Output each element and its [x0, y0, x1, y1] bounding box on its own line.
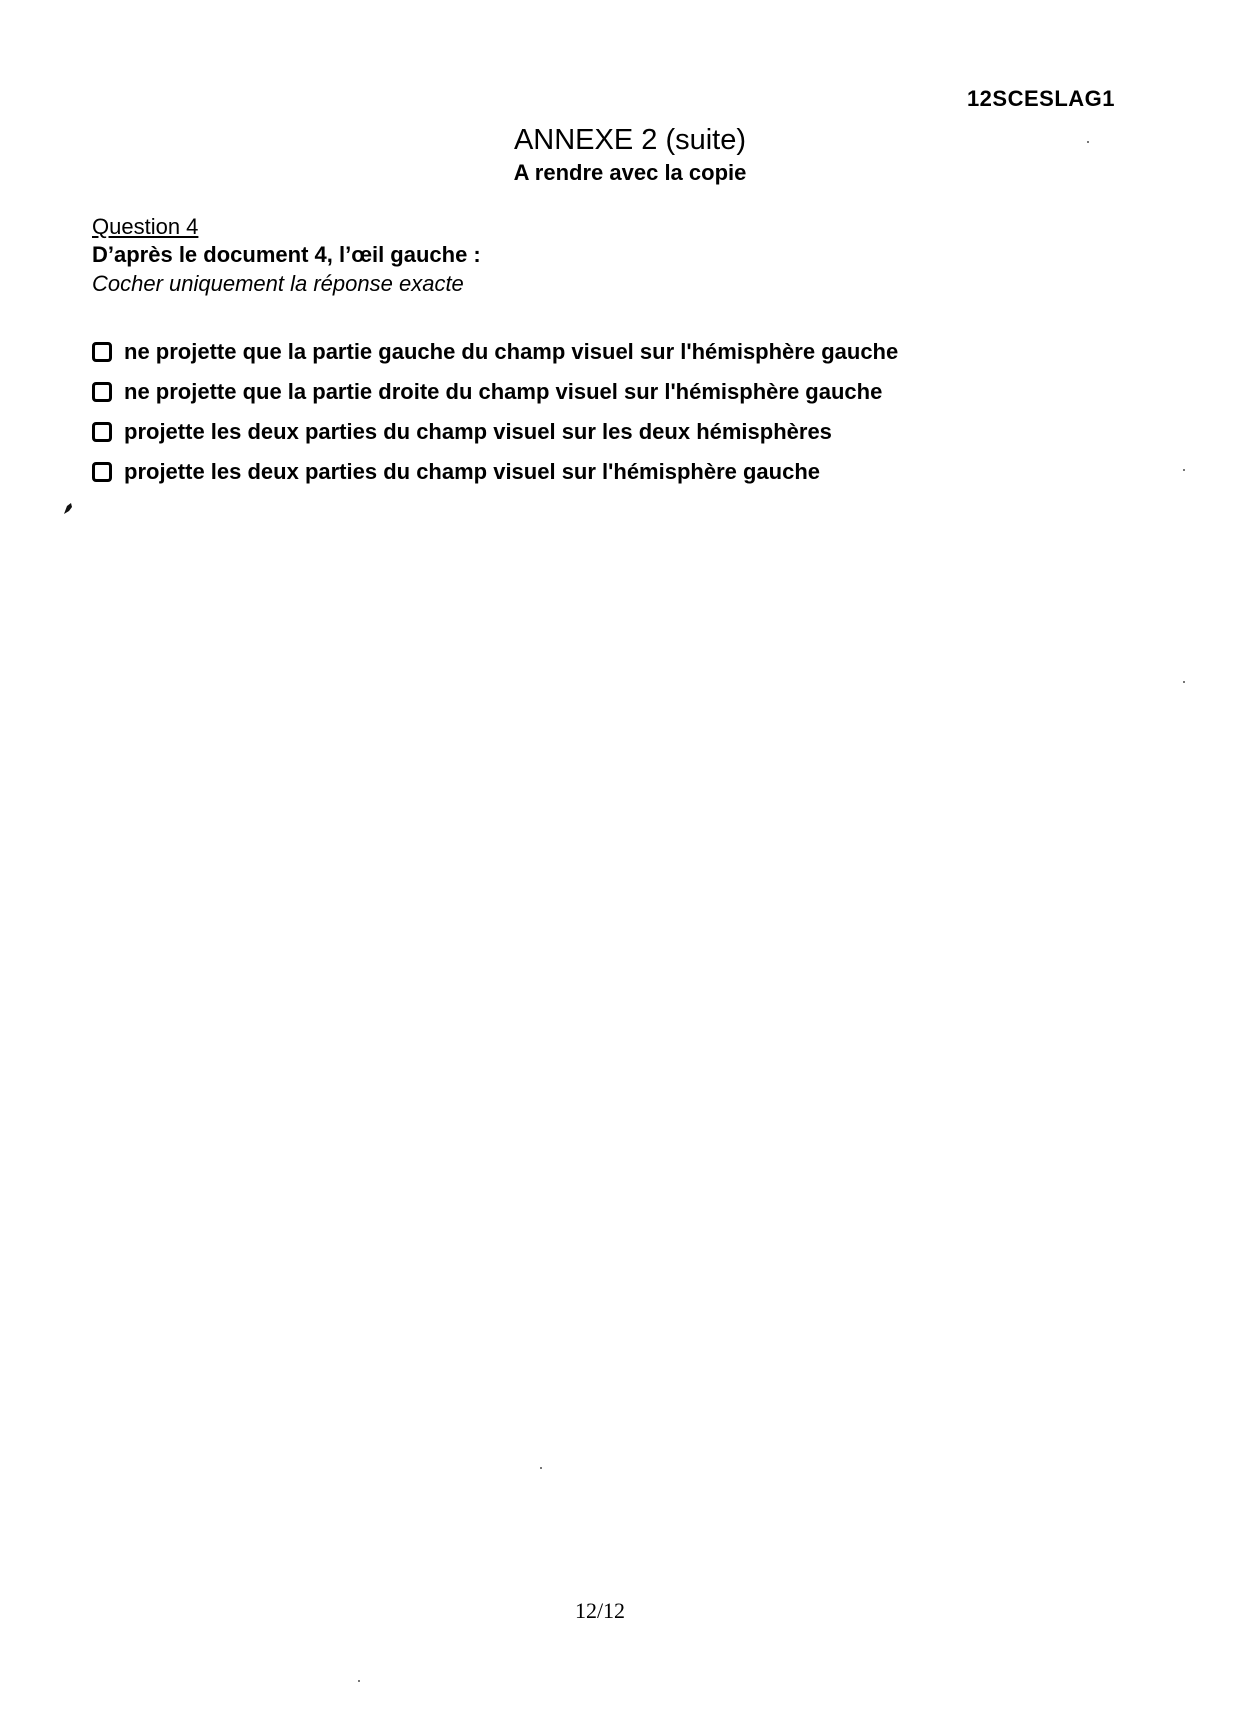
answer-options: [92, 332, 898, 492]
scan-speck: [1183, 681, 1185, 683]
answer-option[interactable]: [92, 452, 898, 492]
scan-speck: [540, 1467, 542, 1469]
checkbox-icon[interactable]: [92, 462, 112, 482]
answer-option-label: ne projette que la partie droite du champ visuel sur l'hémisphère gauche: [124, 379, 883, 404]
question-text: D’après le document 4, l’œil gauche :: [92, 242, 481, 267]
checkbox-icon[interactable]: [92, 422, 112, 442]
page-title: ANNEXE 2 (suite): [513, 124, 747, 156]
answer-option-label: ne projette que la partie gauche du champ visuel sur l'hémisphère gauche: [124, 339, 899, 364]
checkbox-icon[interactable]: [92, 382, 112, 402]
scan-speck: [1087, 141, 1089, 143]
question-heading: Question 4: [92, 214, 199, 239]
ink-mark-icon: [62, 502, 74, 516]
document-code: 12SCESLAG1: [966, 86, 1115, 111]
answer-option-label: projette les deux parties du champ visuel sur l'hémisphère gauche: [124, 459, 821, 484]
answer-option[interactable]: [92, 412, 898, 452]
answer-option[interactable]: [92, 332, 898, 372]
scan-speck: [1183, 469, 1185, 471]
question-instruction: Cocher uniquement la réponse exacte: [92, 271, 464, 296]
answer-option-label: projette les deux parties du champ visuel sur les deux hémisphères: [124, 419, 832, 444]
page-subtitle: A rendre avec la copie: [513, 160, 747, 185]
page-number: 12/12: [574, 1598, 626, 1623]
checkbox-icon[interactable]: [92, 342, 112, 362]
scan-speck: [358, 1680, 360, 1682]
answer-option[interactable]: [92, 372, 898, 412]
